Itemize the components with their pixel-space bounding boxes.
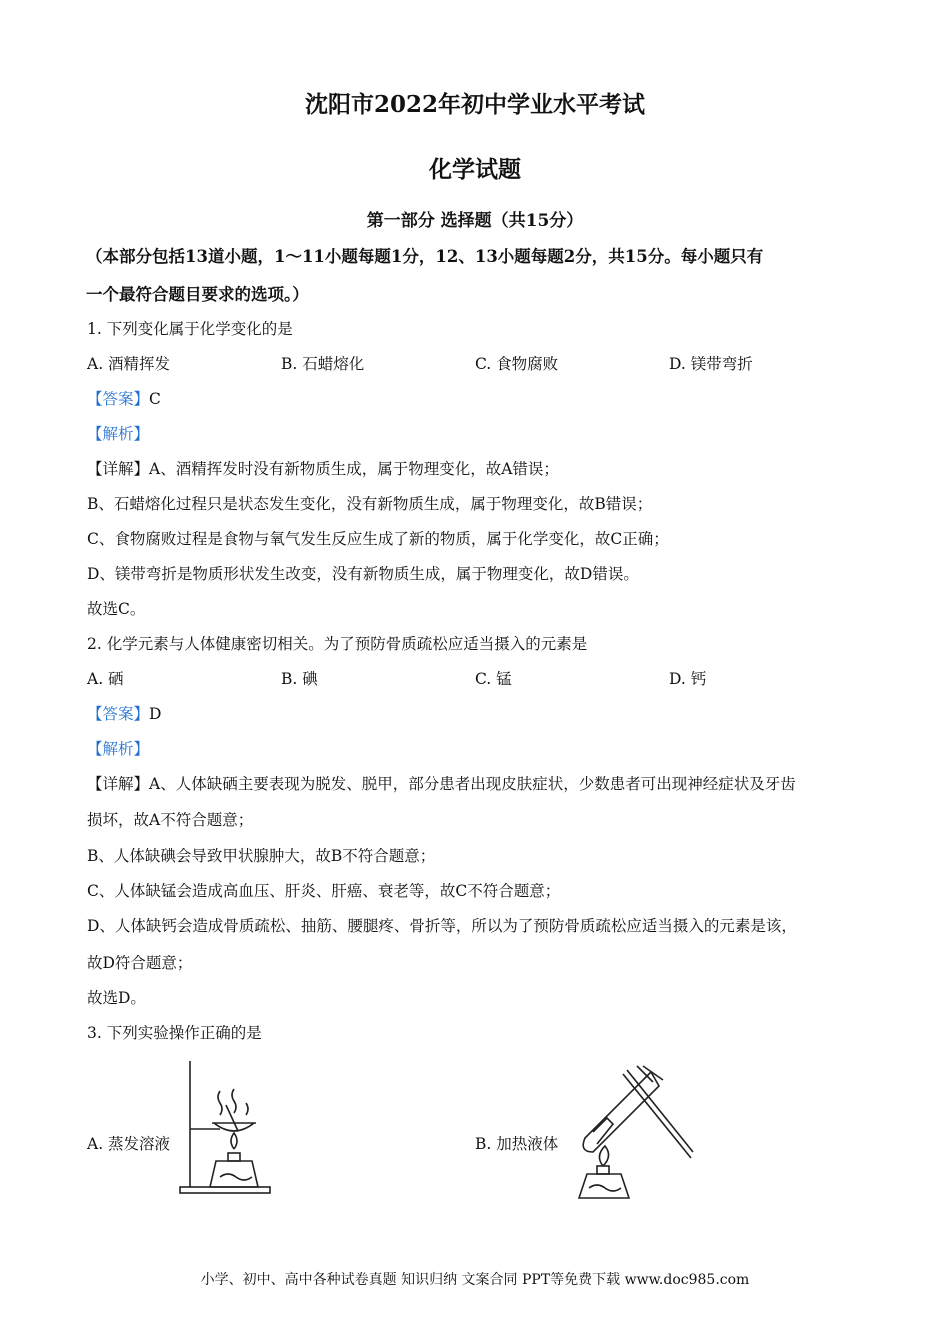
stand-base: [180, 1187, 270, 1193]
q1-detail-line: C、食物腐败过程是食物与氧气发生反应生成了新的物质，属于化学变化，故C正确；: [87, 530, 669, 548]
q2-answer: [87, 702, 161, 724]
q3-stem: 3. 下列实验操作正确的是: [87, 1024, 262, 1042]
flame: [599, 1146, 608, 1166]
q2-option-b: B. 碘: [281, 670, 318, 688]
page-title: 沈阳市2022年初中学业水平考试: [304, 91, 645, 118]
q1-stem: 1. 下列变化属于化学变化的是: [87, 320, 293, 338]
q2-option-d: D. 钙: [669, 670, 707, 688]
q1-option-c: C. 食物腐败: [475, 355, 559, 373]
test-tube: [583, 1072, 659, 1152]
q1-detail-line: D、镁带弯折是物质形状发生改变，没有新物质生成，属于物理变化，故D错误。: [87, 565, 639, 583]
q1-option-b: B. 石蜡熔化: [281, 355, 365, 373]
detail-tag: 【详解】: [87, 460, 150, 478]
q2-option-a: A. 硒: [87, 670, 124, 688]
page-subtitle: 化学试题: [429, 156, 521, 183]
heating-liquid-figure: [563, 1062, 695, 1204]
q2-detail-line: B、人体缺碘会导致甲状腺肿大，故B不符合题意；: [87, 847, 436, 865]
detail-tag: 【详解】: [87, 775, 150, 793]
q1-option-d: D. 镁带弯折: [669, 355, 753, 373]
answer-value: D: [149, 705, 162, 723]
part-heading: 第一部分 选择题（共15分）: [366, 211, 584, 231]
flame: [231, 1133, 237, 1149]
q2-detail-line: C、人体缺锰会造成高血压、肝炎、肝癌、衰老等，故C不符合题意；: [87, 882, 561, 900]
q2-detail-line: D、人体缺钙会造成骨质疏松、抽筋、腰腿疼、骨折等，所以为了预防骨质疏松应适当摄入的元素是该，: [87, 917, 797, 935]
detail-text: A、酒精挥发时没有新物质生成，属于物理变化，故A错误；: [149, 460, 559, 478]
alcohol-lamp: [210, 1161, 258, 1187]
part-note-line1: （本部分包括13道小题，1～11小题每题1分，12、13小题每题2分，共15分。每小题只有: [86, 247, 764, 266]
answer-tag: 【答案】: [87, 705, 150, 723]
tube-holder: [623, 1074, 691, 1158]
q2-detail-line: 故D符合题意；: [87, 954, 193, 972]
q1-answer: [87, 387, 161, 409]
q1-option-a: A. 酒精挥发: [87, 355, 171, 373]
q2-detail-line: 损坏，故A不符合题意；: [87, 811, 254, 829]
evaporation-apparatus-figure: [176, 1057, 276, 1197]
q2-conclusion: 故选D。: [87, 989, 146, 1007]
q1-detail-line: [87, 457, 559, 479]
part-note-line2: 一个最符合题目要求的选项。）: [86, 285, 309, 304]
q3-option-a: A. 蒸发溶液: [87, 1135, 171, 1153]
q3-option-b: B. 加热液体: [475, 1135, 559, 1153]
steam: [218, 1091, 222, 1115]
q1-conclusion: 故选C。: [87, 600, 146, 618]
detail-text: A、人体缺硒主要表现为脱发、脱甲，部分患者出现皮肤症状，少数患者可出现神经症状及牙齿: [149, 775, 796, 793]
page-footer: 小学、初中、高中各种试卷真题 知识归纳 文案合同 PPT等免费下载 www.doc985.com: [200, 1272, 750, 1288]
liquid: [593, 1118, 613, 1144]
q2-detail-line: [87, 772, 796, 794]
q2-analysis-tag: 【解析】: [87, 740, 150, 758]
q2-stem: 2. 化学元素与人体健康密切相关。为了预防骨质疏松应适当摄入的元素是: [87, 635, 588, 653]
q1-analysis-tag: 【解析】: [87, 425, 150, 443]
alcohol-lamp: [579, 1174, 629, 1198]
q2-option-c: C. 锰: [475, 670, 512, 688]
answer-tag: 【答案】: [87, 390, 150, 408]
q1-detail-line: B、石蜡熔化过程只是状态发生变化，没有新物质生成，属于物理变化，故B错误；: [87, 495, 653, 513]
answer-value: C: [149, 390, 161, 408]
